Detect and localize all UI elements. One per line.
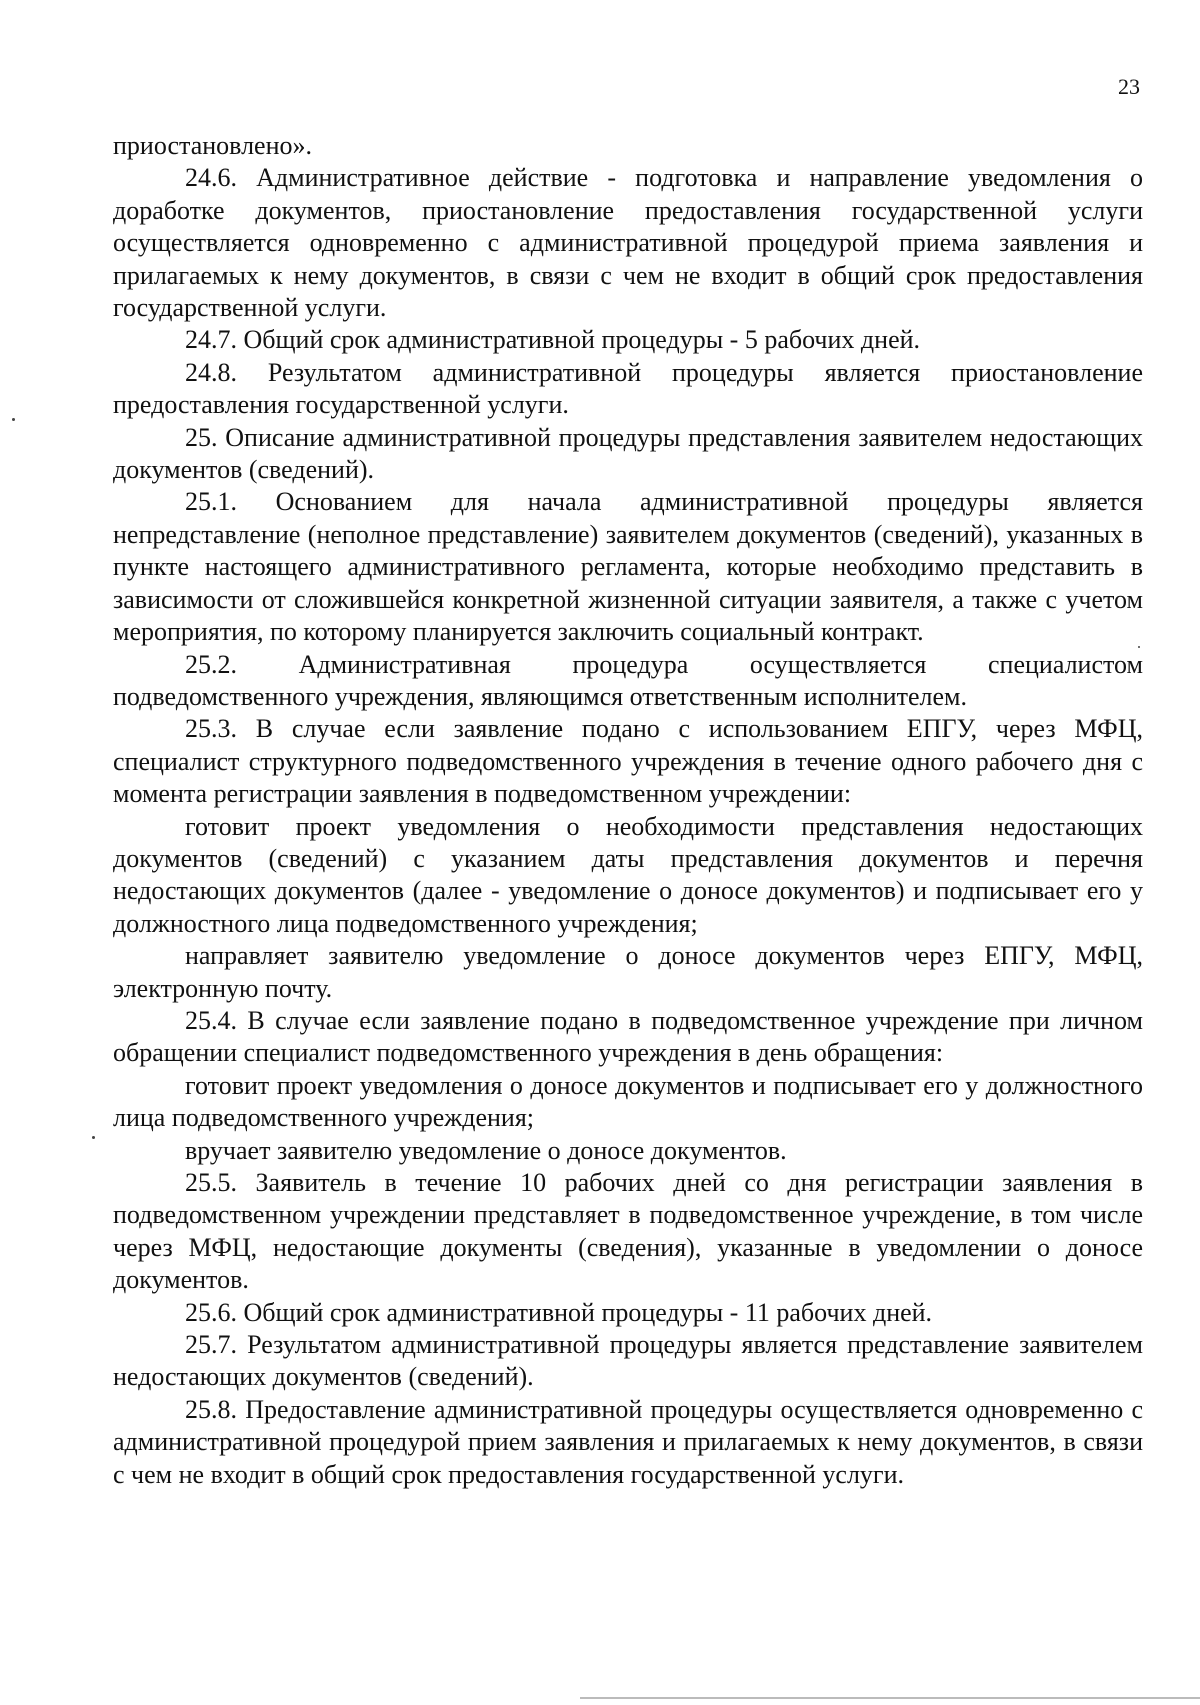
paragraph-25-3-item-2: направляет заявителю уведомление о доносе документов через ЕПГУ, МФЦ, электронную почту. (113, 941, 1143, 1003)
scan-speck (92, 1136, 95, 1139)
paragraph-25-2: 25.2. Административная процедура осуществляется специалистом подведомственного учреждения, являющимся ответственным исполнителем. (113, 649, 1143, 711)
scan-speck (1138, 646, 1140, 648)
document-body (113, 130, 1143, 1491)
paragraph-25-6: 25.6. Общий срок административной процедуры - 11 рабочих дней. (185, 1297, 933, 1327)
paragraph-25-4-item-1: готовит проект уведомления о доносе документов и подписывает его у должностного лица подведомственного учреждения; (113, 1070, 1143, 1133)
paragraph-continuation: приостановлено». (113, 131, 313, 160)
paragraph-25-5: 25.5. Заявитель в течение 10 рабочих дней со дня регистрации заявления в подведомственном учреждении представляет в подведомственное учреждение, в том числе через МФЦ, недостающие документы (сведения), указанные в уведомлении о доносе документов. (113, 1168, 1143, 1295)
paragraph-25-7: 25.7. Результатом административной процедуры является представление заявителем недостающих документов (сведений). (113, 1330, 1143, 1392)
paragraph-25-3-item-1: готовит проект уведомления о необходимости представления недостающих документов (сведений) с указанием даты представления документов и перечня недостающих документов (далее - уведомление о доносе документов) и подписывает его у должностного лица подведомственного учреждения; (113, 811, 1143, 938)
paragraph-24-8: 24.8. Результатом административной процедуры является приостановление предоставления государственной услуги. (113, 357, 1143, 420)
paragraph-25-4: 25.4. В случае если заявление подано в подведомственное учреждение при личном обращении специалист подведомственного учреждения в день обращения: (113, 1005, 1143, 1068)
paragraph-25-3: 25.3. В случае если заявление подано с использованием ЕПГУ, через МФЦ, специалист структурного подведомственного учреждения в течение одного рабочего дня с момента регистрации заявления в подведомственном учреждении: (113, 714, 1143, 809)
paragraph-24-6: 24.6. Административное действие - подготовка и направление уведомления о доработке документов, приостановление предоставления государственной услуги осуществляется одновременно с административной процедурой приема заявления и прилагаемых к нему документов, в связи с чем не входит в общий срок предоставления государственной услуги. (113, 163, 1143, 323)
paragraph-25-1: 25.1. Основанием для начала административной процедуры является непредставление (неполное представление) заявителем документов (сведений), указанных в пункте настоящего административного регламента, которые необходимо представить в зависимости от сложившейся конкретной жизненной ситуации заявителя, а также с учетом мероприятия, по которому планируется заключить социальный контракт. (113, 487, 1143, 647)
page-number: 23 (1118, 74, 1140, 99)
paragraph-25-8: 25.8. Предоставление административной процедуры осуществляется одновременно с административной процедурой прием заявления и прилагаемых к нему документов, в связи с чем не входит в общий срок предоставления государственной услуги. (113, 1394, 1143, 1489)
paragraph-24-7: 24.7. Общий срок административной процедуры - 5 рабочих дней. (185, 325, 921, 355)
paragraph-25: 25. Описание административной процедуры представления заявителем недостающих документов (сведений). (113, 422, 1143, 485)
scan-speck (12, 418, 15, 421)
paragraph-25-4-item-2: вручает заявителю уведомление о доносе документов. (185, 1135, 787, 1165)
scan-edge-line (580, 1697, 1200, 1699)
